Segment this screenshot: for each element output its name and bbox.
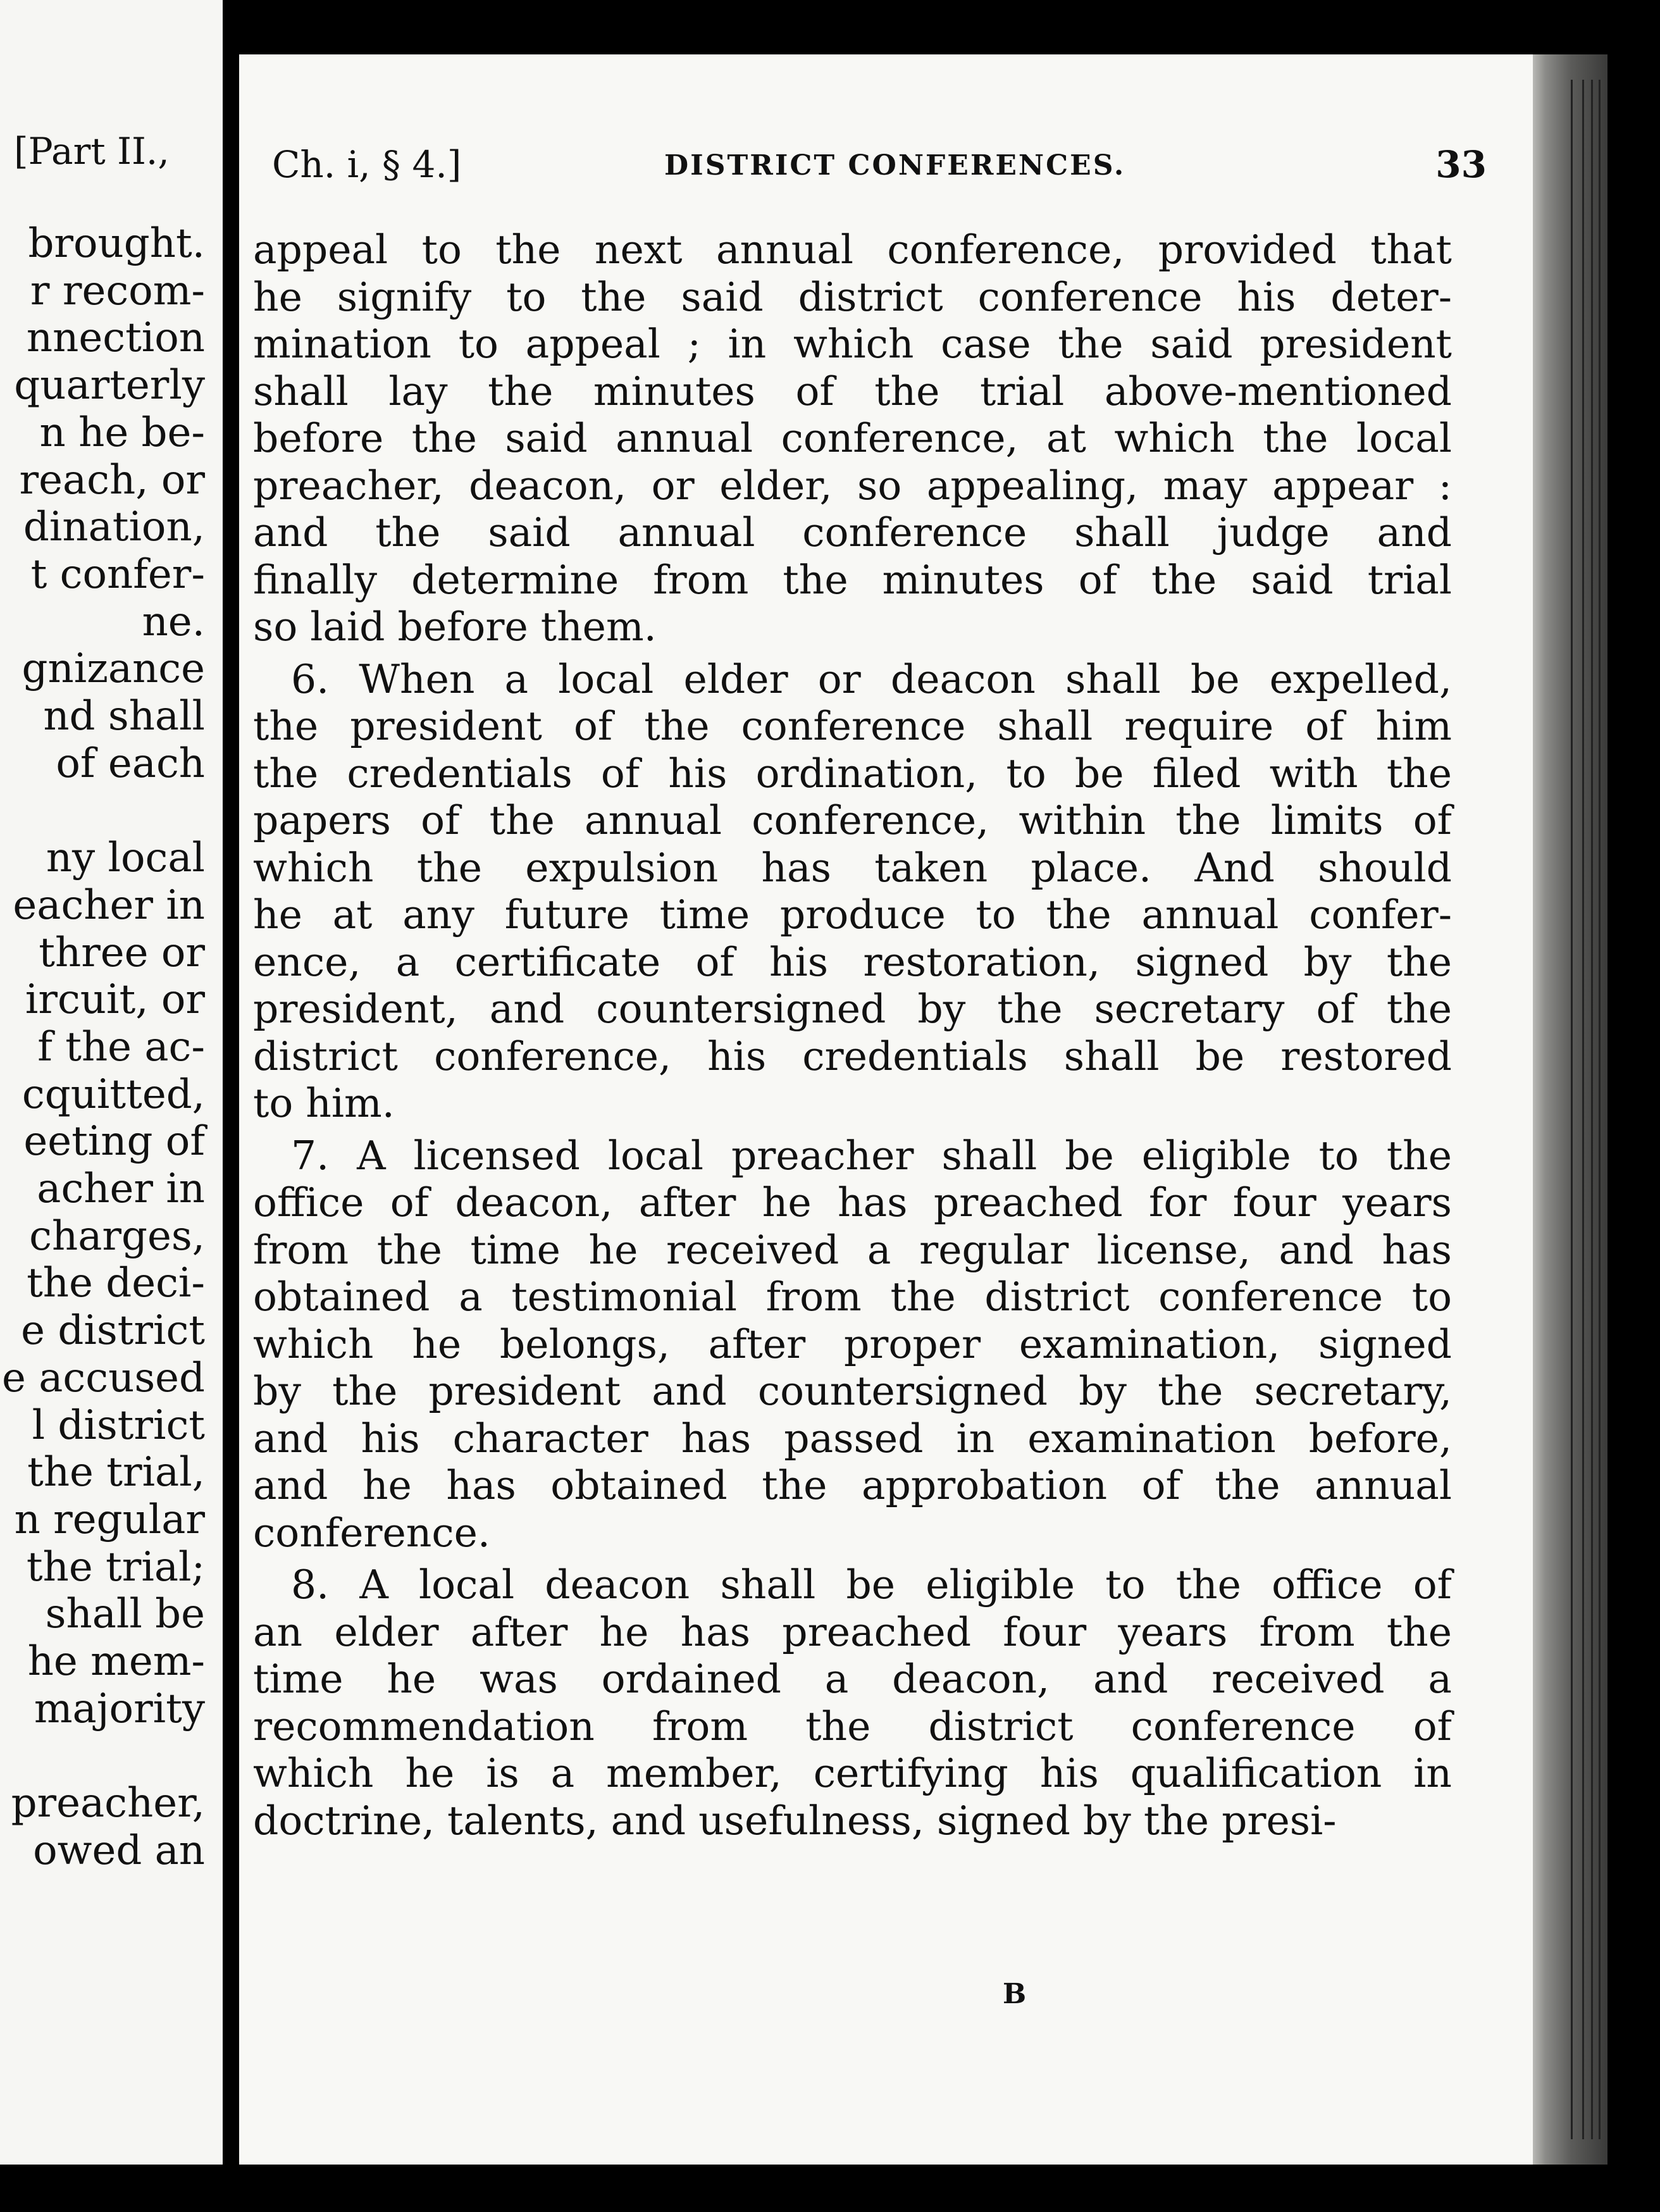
text-line: 8. A local deacon shall be eligible to the office of — [291, 1562, 1452, 1608]
previous-page-line: quarterly — [14, 362, 205, 409]
text-line: to him. — [253, 1080, 395, 1126]
body-text — [253, 227, 1452, 1849]
text-line: obtained a testimonial from the district conference to — [253, 1274, 1452, 1320]
text-line: the president of the conference shall require of him — [253, 703, 1452, 749]
text-line: ence, a certificate of his restoration, signed by the — [253, 938, 1452, 985]
scan-border — [0, 2165, 1660, 2212]
text-line: before the said annual conference, at which the local — [253, 415, 1452, 461]
text-line: and his character has passed in examination before, — [253, 1415, 1452, 1462]
page-number: 33 — [1435, 143, 1487, 186]
page — [239, 54, 1533, 2165]
text-line: 6. When a local elder or deacon shall be expelled, — [291, 656, 1452, 702]
text-line: doctrine, talents, and usefulness, signed by the presi- — [253, 1797, 1337, 1844]
previous-page-line: preacher, — [11, 1780, 205, 1827]
text-line: recommendation from the district conference of — [253, 1703, 1452, 1749]
text-line: the credentials of his ordination, to be filed with the — [253, 750, 1452, 797]
text-line: an elder after he has preached four years from the — [253, 1608, 1452, 1655]
text-line: shall lay the minutes of the trial above-mentioned — [253, 368, 1452, 414]
signature-mark: B — [1003, 1978, 1027, 2010]
previous-page-line: f the ac- — [37, 1023, 205, 1071]
text-line: and he has obtained the approbation of the annual — [253, 1462, 1452, 1508]
previous-page-line: e accused — [2, 1354, 205, 1401]
previous-page-line: charges, — [29, 1212, 205, 1260]
running-title: DISTRICT CONFERENCES. — [664, 149, 1126, 182]
previous-page-line: n he be- — [39, 409, 205, 456]
previous-page-line — [0, 787, 205, 835]
text-line: president, and countersigned by the secretary of the — [253, 986, 1452, 1032]
previous-page-line: the deci- — [27, 1260, 205, 1307]
previous-page-line: majority — [34, 1685, 205, 1732]
section-reference: Ch. i, § 4.] — [272, 143, 462, 186]
text-line: which he belongs, after proper examination, signed — [253, 1320, 1452, 1367]
previous-page-line: ne. — [142, 598, 205, 645]
text-line: he signify to the said district conference his deter- — [253, 273, 1452, 320]
previous-page-line: of each — [56, 740, 205, 787]
text-line: and the said annual conference shall judge and — [253, 509, 1452, 556]
previous-page-line: eeting of — [23, 1118, 205, 1165]
previous-page-text — [0, 220, 205, 1875]
text-line: by the president and countersigned by the secretary, — [253, 1368, 1452, 1414]
previous-page-line: shall be — [45, 1591, 205, 1638]
previous-page-line: owed an — [33, 1827, 205, 1874]
previous-page-header: [Part II., — [14, 130, 170, 173]
text-line: from the time he received a regular license, and has — [253, 1226, 1452, 1273]
previous-page-line: n regular — [14, 1496, 205, 1543]
text-line: time he was ordained a deacon, and received a — [253, 1656, 1452, 1702]
previous-page-line: the trial; — [26, 1543, 205, 1591]
previous-page-line: l district — [32, 1401, 205, 1449]
text-line: district conference, his credentials shall be restored — [253, 1033, 1452, 1079]
previous-page-line: the trial, — [27, 1449, 205, 1496]
previous-page-line: t confer- — [30, 550, 205, 598]
paragraph — [253, 656, 1452, 1128]
previous-page-line: cquitted, — [22, 1071, 205, 1118]
previous-page-fragment — [0, 0, 223, 2212]
previous-page-line: three or — [39, 929, 205, 976]
text-line: so laid before them. — [253, 604, 657, 650]
previous-page-line — [0, 1733, 205, 1780]
page-edge — [1533, 54, 1607, 2165]
text-line: 7. A licensed local preacher shall be eligible to the — [291, 1132, 1452, 1179]
previous-page-line: r recom- — [30, 267, 205, 314]
book-gutter — [223, 0, 239, 2212]
page-header — [272, 143, 1506, 194]
paragraph — [253, 1133, 1452, 1557]
text-line: preacher, deacon, or elder, so appealing, may appear : — [253, 462, 1452, 509]
previous-page-line: reach, or — [19, 456, 205, 504]
paragraph — [253, 1562, 1452, 1844]
text-line: he at any future time produce to the annual confer- — [253, 892, 1452, 938]
text-line: finally determine from the minutes of the said trial — [253, 556, 1452, 603]
previous-page-line: brought. — [28, 220, 205, 267]
previous-page-line: acher in — [37, 1165, 205, 1213]
previous-page-line: nnection — [26, 314, 205, 362]
text-line: papers of the annual conference, within the limits of — [253, 797, 1452, 843]
text-line: conference. — [253, 1509, 490, 1556]
text-line: which the expulsion has taken place. And should — [253, 844, 1452, 891]
text-line: appeal to the next annual conference, provided that — [253, 227, 1452, 273]
previous-page-line: dination, — [23, 504, 205, 551]
text-line: office of deacon, after he has preached for four years — [253, 1179, 1452, 1226]
previous-page-line: he mem- — [27, 1638, 205, 1686]
previous-page-line: eacher in — [13, 881, 205, 929]
paragraph — [253, 227, 1452, 651]
previous-page-line: ny local — [46, 835, 205, 882]
previous-page-line: ircuit, or — [25, 976, 205, 1024]
previous-page-line: nd shall — [43, 693, 205, 740]
text-line: mination to appeal ; in which case the said president — [253, 321, 1452, 367]
previous-page-line: e district — [21, 1307, 205, 1355]
previous-page-line: gnizance — [22, 645, 205, 693]
text-line: which he is a member, certifying his qualification in — [253, 1750, 1452, 1796]
